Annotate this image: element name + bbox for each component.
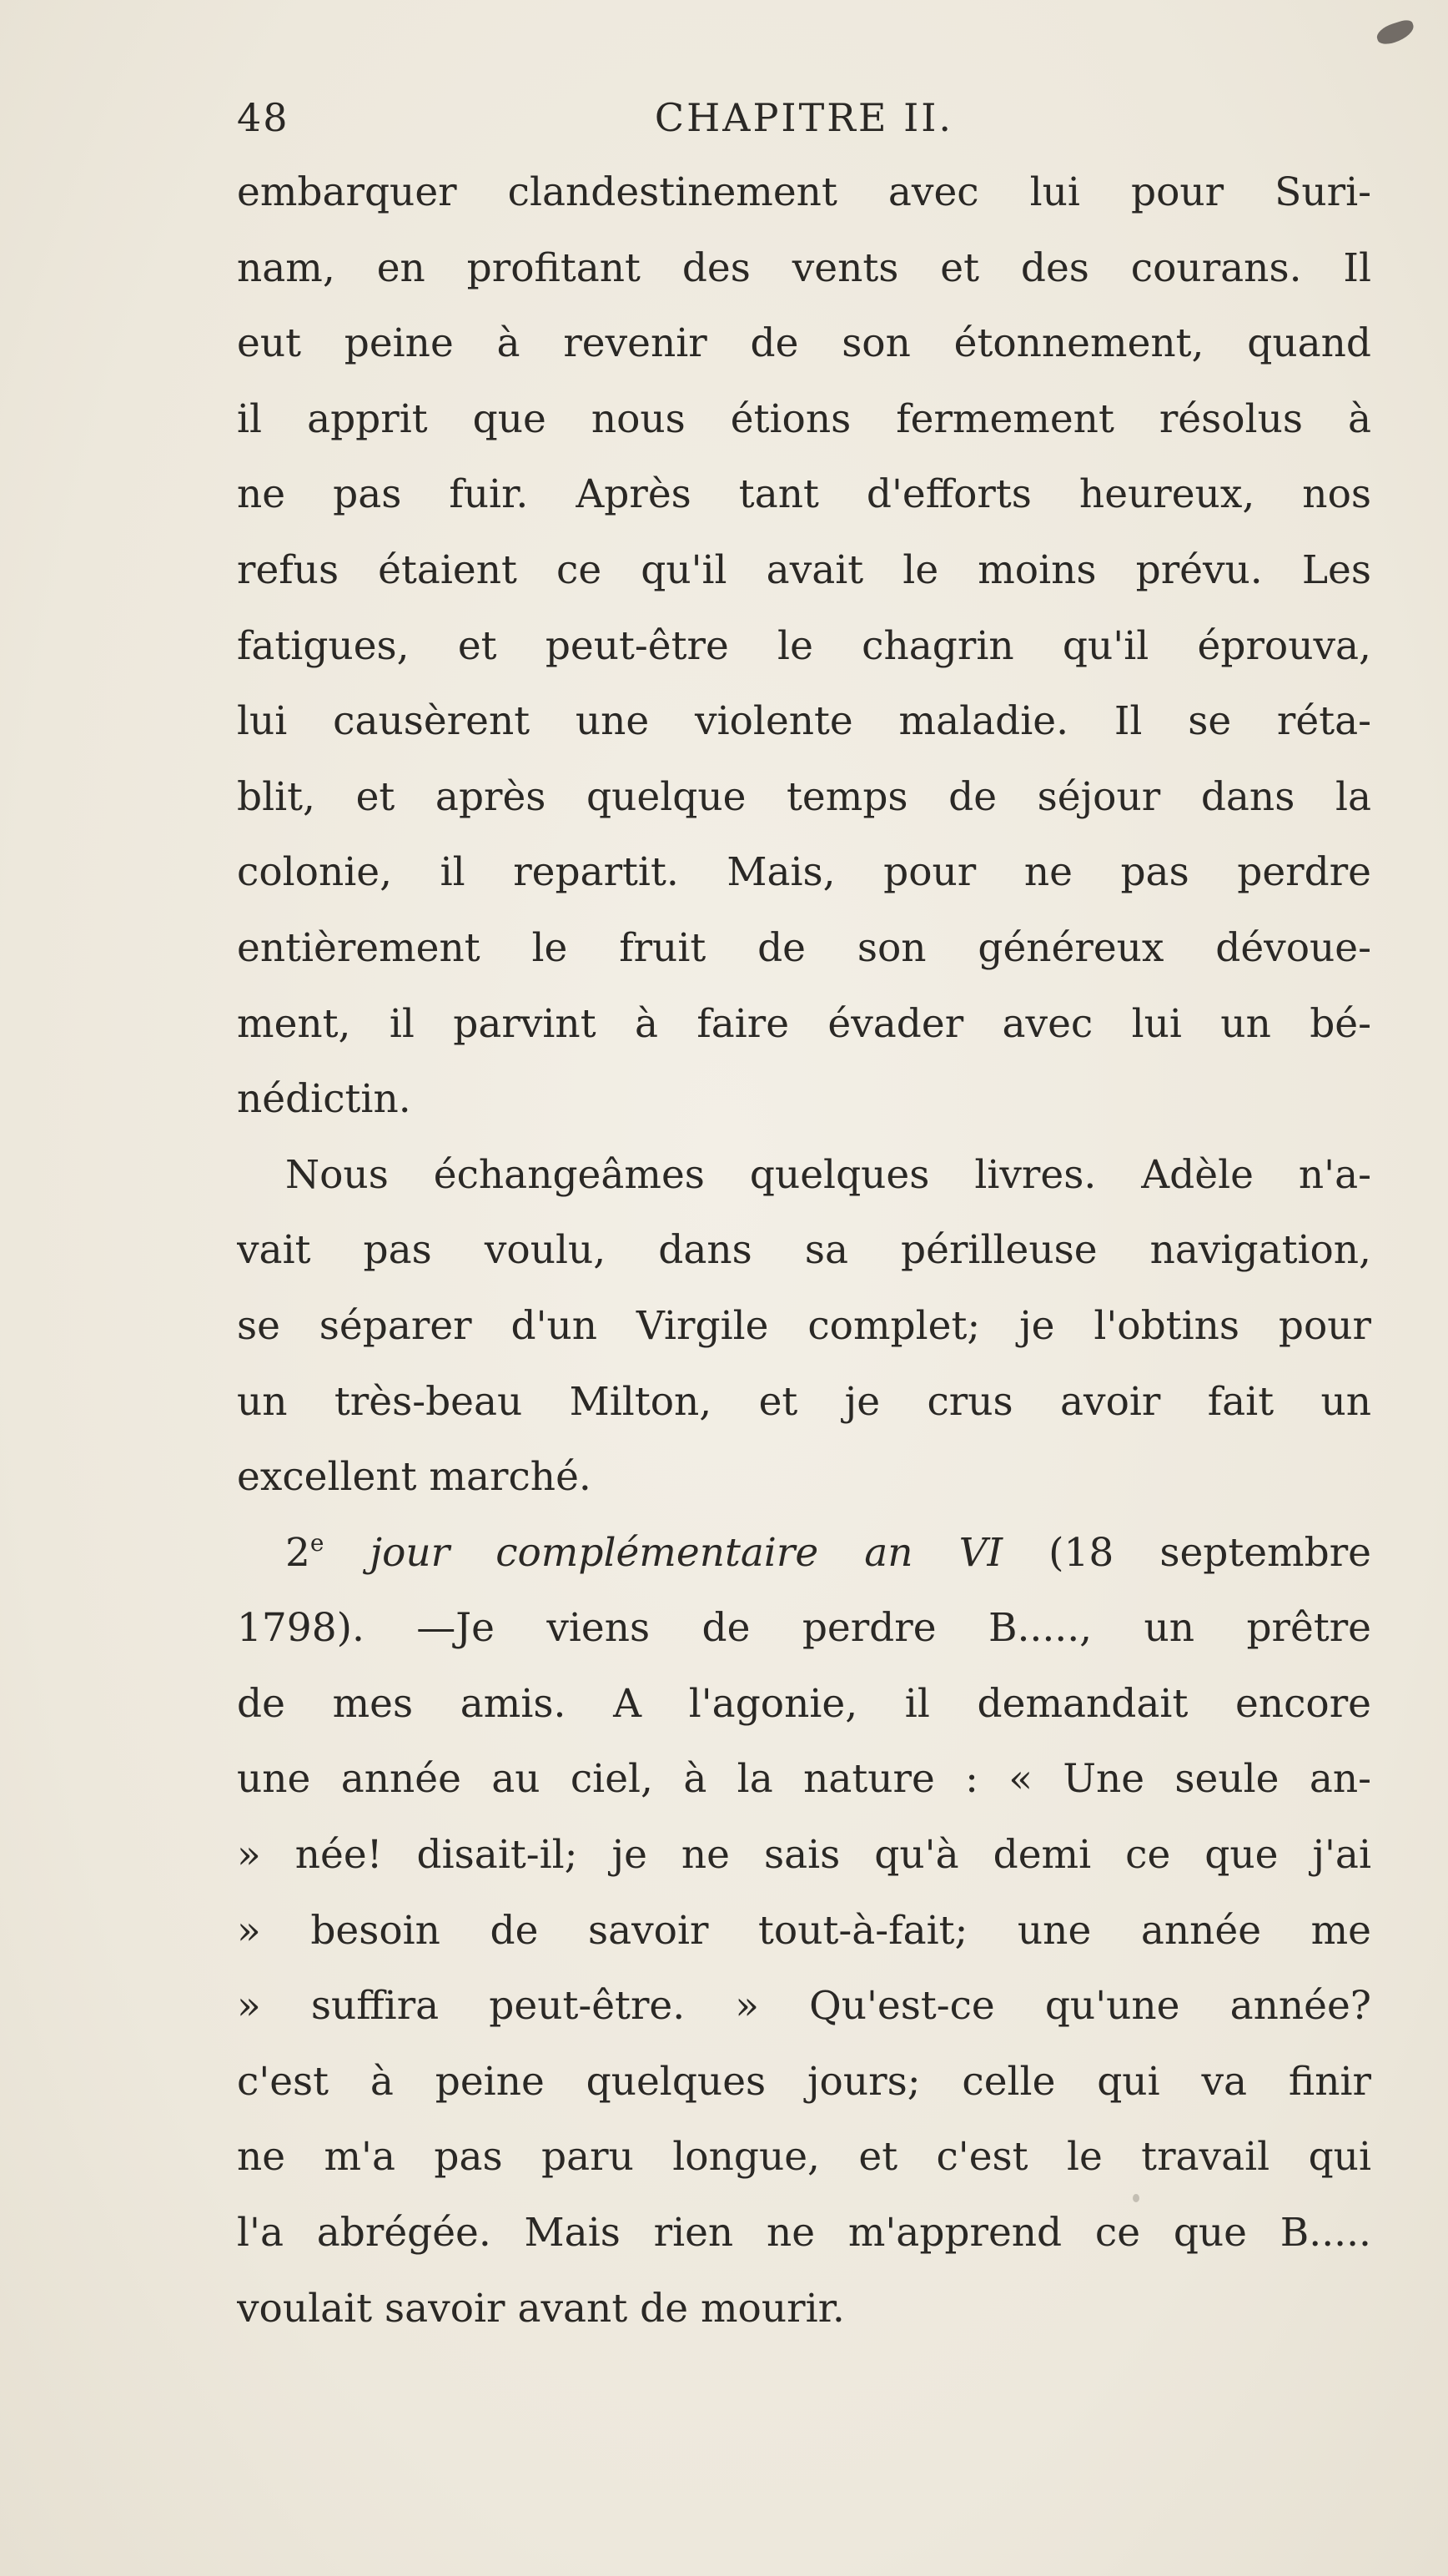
text-line: c'est à peine quelques jours; celle qui va finir (237, 2058, 1371, 2105)
entry-date: (18 septembre (1003, 1529, 1371, 1576)
text-line: eut peine à revenir de son étonnement, quand (237, 320, 1371, 367)
paper-speck (1133, 2194, 1139, 2202)
text-line: ne m'a pas paru longue, et c'est le travail qui (237, 2134, 1371, 2181)
text-line: il apprit que nous étions fermement résolus à (237, 395, 1371, 442)
text-line: refus étaient ce qu'il avait le moins prévu. Les (237, 546, 1371, 593)
journal-entry-heading (237, 1516, 1371, 1592)
paragraph-end-line: excellent marché. (237, 1454, 591, 1501)
running-title: CHAPITRE II. (654, 95, 954, 140)
entry-day-superscript: e (309, 1528, 324, 1557)
ink-smudge (1375, 18, 1417, 47)
page-header (237, 87, 1371, 148)
text-line: entièrement le fruit de son généreux dévoue- (237, 924, 1371, 971)
paragraph-end-line: voulait savoir avant de mourir. (237, 2285, 845, 2332)
text-line: se séparer d'un Virgile complet; je l'obtins pour (237, 1302, 1371, 1349)
text-line: » besoin de savoir tout-à-fait; une année me (237, 1907, 1371, 1954)
text-line: » née! disait-il; je ne sais qu'à demi ce que j'ai (237, 1832, 1371, 1879)
paragraph-start-line: Nous échangeâmes quelques livres. Adèle n'a- (285, 1151, 1371, 1198)
text-line: une année au ciel, à la nature : « Une seule an- (237, 1756, 1371, 1803)
text-line: lui causèrent une violente maladie. Il se réta- (237, 698, 1371, 745)
text-line: de mes amis. A l'agonie, il demandait encore (237, 1680, 1371, 1727)
text-line: l'a abrégée. Mais rien ne m'apprend ce que B..... (237, 2210, 1371, 2257)
entry-day-italic: jour complémentaire an VI (324, 1529, 1003, 1576)
text-line: colonie, il repartit. Mais, pour ne pas perdre (237, 849, 1371, 896)
text-line: fatigues, et peut-être le chagrin qu'il éprouva, (237, 622, 1371, 669)
text-line: embarquer clandestinement avec lui pour Suri- (237, 169, 1371, 215)
entry-day-number: 2 (285, 1529, 310, 1576)
text-line: vait pas voulu, dans sa périlleuse navigation, (237, 1227, 1371, 1274)
text-line: blit, et après quelque temps de séjour dans la (237, 773, 1371, 820)
text-line: » suffira peut-être. » Qu'est-ce qu'une année? (237, 1983, 1371, 2030)
text-line: ment, il parvint à faire évader avec lui un bé- (237, 1000, 1371, 1047)
text-line: 1798). —Je viens de perdre B....., un prêtre (237, 1605, 1371, 1652)
text-line: ne pas fuir. Après tant d'efforts heureux, nos (237, 471, 1371, 518)
body-text (237, 155, 1371, 2347)
text-line: un très-beau Milton, et je crus avoir fait un (237, 1378, 1371, 1425)
page-number: 48 (237, 95, 289, 140)
text-line: nam, en profitant des vents et des courans. Il (237, 244, 1371, 291)
paragraph-end-line: nédictin. (237, 1076, 411, 1123)
